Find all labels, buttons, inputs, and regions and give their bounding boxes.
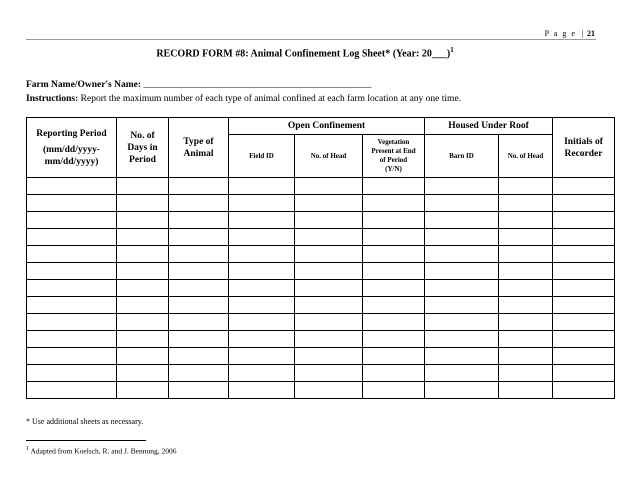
table-cell[interactable] bbox=[553, 229, 615, 246]
table-row bbox=[27, 297, 615, 314]
table-cell[interactable] bbox=[117, 365, 169, 382]
table-cell[interactable] bbox=[499, 382, 553, 399]
table-cell[interactable] bbox=[295, 280, 363, 297]
table-cell[interactable] bbox=[229, 263, 295, 280]
table-cell[interactable] bbox=[295, 297, 363, 314]
header-reporting-period-line3: mm/dd/yyyy) bbox=[44, 156, 99, 167]
confinement-log-table bbox=[26, 117, 615, 399]
table-cell[interactable] bbox=[295, 331, 363, 348]
table-cell[interactable] bbox=[169, 365, 229, 382]
table-cell[interactable] bbox=[169, 178, 229, 195]
header-field-id: Field ID bbox=[229, 135, 295, 178]
table-cell[interactable] bbox=[27, 178, 117, 195]
header-initials-of-recorder bbox=[553, 118, 615, 178]
table-cell[interactable] bbox=[27, 229, 117, 246]
table-row bbox=[27, 331, 615, 348]
table-cell[interactable] bbox=[229, 280, 295, 297]
table-cell[interactable] bbox=[363, 195, 425, 212]
instructions bbox=[26, 94, 461, 104]
header-housed-under-roof: Housed Under Roof bbox=[425, 118, 553, 135]
table-cell[interactable] bbox=[169, 280, 229, 297]
page-number-header bbox=[545, 29, 595, 38]
table-row bbox=[27, 195, 615, 212]
table-cell[interactable] bbox=[425, 212, 499, 229]
table-cell[interactable] bbox=[169, 331, 229, 348]
table-cell[interactable] bbox=[363, 314, 425, 331]
header-type-of-animal bbox=[169, 118, 229, 178]
header-open-confinement: Open Confinement bbox=[229, 118, 425, 135]
table-cell[interactable] bbox=[499, 212, 553, 229]
table-cell[interactable] bbox=[553, 297, 615, 314]
table-row bbox=[27, 314, 615, 331]
header-initials-line1: Initials of bbox=[564, 136, 603, 147]
table-cell[interactable] bbox=[117, 348, 169, 365]
source-text: Adapted from Koelsch, R. and J. Bennung, 2006 bbox=[30, 446, 177, 456]
table-cell[interactable] bbox=[363, 280, 425, 297]
table-cell[interactable] bbox=[117, 382, 169, 399]
header-reporting-period-line1: Reporting Period bbox=[36, 128, 107, 139]
table-cell[interactable] bbox=[425, 178, 499, 195]
table-cell[interactable] bbox=[295, 382, 363, 399]
header-barn-id: Barn ID bbox=[425, 135, 499, 178]
header-initials-line2: Recorder bbox=[564, 148, 603, 159]
table-cell[interactable] bbox=[295, 348, 363, 365]
table-cell[interactable] bbox=[553, 331, 615, 348]
table-cell[interactable] bbox=[425, 331, 499, 348]
table-cell[interactable] bbox=[425, 348, 499, 365]
table-cell[interactable] bbox=[425, 263, 499, 280]
table-cell[interactable] bbox=[295, 246, 363, 263]
table-cell[interactable] bbox=[425, 314, 499, 331]
table-row bbox=[27, 280, 615, 297]
table-cell[interactable] bbox=[425, 297, 499, 314]
table-cell[interactable] bbox=[117, 229, 169, 246]
table-cell[interactable] bbox=[499, 229, 553, 246]
table-cell[interactable] bbox=[363, 382, 425, 399]
table-cell[interactable] bbox=[363, 365, 425, 382]
table-cell[interactable] bbox=[117, 314, 169, 331]
table-cell[interactable] bbox=[117, 246, 169, 263]
table-cell[interactable] bbox=[27, 280, 117, 297]
footnote-source bbox=[26, 446, 177, 456]
table-cell[interactable] bbox=[499, 178, 553, 195]
table-row bbox=[27, 382, 615, 399]
table-cell[interactable] bbox=[229, 348, 295, 365]
table-cell[interactable] bbox=[553, 382, 615, 399]
table-cell[interactable] bbox=[499, 331, 553, 348]
table-cell[interactable] bbox=[425, 246, 499, 263]
table-cell[interactable] bbox=[295, 195, 363, 212]
instructions-label: Instructions: bbox=[26, 94, 79, 104]
owner-name-label: Farm Name/Owner's Name: bbox=[26, 80, 142, 90]
table-cell[interactable] bbox=[363, 246, 425, 263]
table-cell[interactable] bbox=[117, 331, 169, 348]
table-cell[interactable] bbox=[295, 314, 363, 331]
table-cell[interactable] bbox=[229, 212, 295, 229]
table-cell[interactable] bbox=[229, 229, 295, 246]
table-cell[interactable] bbox=[117, 263, 169, 280]
header-vegetation-line2: Present at End bbox=[371, 147, 416, 155]
table-cell[interactable] bbox=[169, 297, 229, 314]
table-cell[interactable] bbox=[229, 314, 295, 331]
table-cell[interactable] bbox=[27, 348, 117, 365]
header-no-of-head-open: No. of Head bbox=[295, 135, 363, 178]
table-cell[interactable] bbox=[363, 263, 425, 280]
table-cell[interactable] bbox=[295, 178, 363, 195]
table-cell[interactable] bbox=[169, 195, 229, 212]
source-footnote-mark: 1 bbox=[26, 446, 29, 452]
table-cell[interactable] bbox=[117, 195, 169, 212]
header-type-line2: Animal bbox=[183, 148, 214, 159]
table-cell[interactable] bbox=[553, 246, 615, 263]
table-row bbox=[27, 246, 615, 263]
header-vegetation-line4: (Y/N) bbox=[385, 165, 402, 173]
table-cell[interactable] bbox=[553, 212, 615, 229]
table-cell[interactable] bbox=[229, 195, 295, 212]
table-cell[interactable] bbox=[169, 229, 229, 246]
table-cell[interactable] bbox=[295, 229, 363, 246]
footnote-additional-sheets: * Use additional sheets as necessary. bbox=[26, 417, 144, 426]
owner-name-field bbox=[26, 80, 371, 90]
header-days-line1: No. of bbox=[130, 130, 155, 141]
page-label: P a g e bbox=[544, 29, 577, 38]
table-cell[interactable] bbox=[553, 178, 615, 195]
table-cell[interactable] bbox=[425, 365, 499, 382]
table-cell[interactable] bbox=[117, 280, 169, 297]
table-cell[interactable] bbox=[295, 212, 363, 229]
table-cell[interactable] bbox=[169, 348, 229, 365]
table-cell[interactable] bbox=[169, 382, 229, 399]
header-reporting-period-line2: (mm/dd/yyyy- bbox=[43, 144, 100, 155]
table-cell[interactable] bbox=[27, 365, 117, 382]
instructions-text: Report the maximum number of each type of animal confined at each farm location at any one time. bbox=[80, 94, 462, 104]
header-days-line2: Days in bbox=[127, 142, 158, 153]
table-cell[interactable] bbox=[169, 263, 229, 280]
table-cell[interactable] bbox=[27, 314, 117, 331]
header-days-in-period bbox=[117, 118, 169, 178]
table-cell[interactable] bbox=[499, 297, 553, 314]
table-cell[interactable] bbox=[229, 297, 295, 314]
table-cell[interactable] bbox=[27, 331, 117, 348]
header-rule bbox=[26, 39, 596, 40]
table-header-row-1 bbox=[27, 118, 615, 135]
table-body bbox=[27, 178, 615, 399]
table-cell[interactable] bbox=[499, 263, 553, 280]
table-cell[interactable] bbox=[553, 314, 615, 331]
table-cell[interactable] bbox=[499, 246, 553, 263]
table-cell[interactable] bbox=[499, 314, 553, 331]
page-number: 21 bbox=[587, 29, 595, 38]
table-cell[interactable] bbox=[27, 297, 117, 314]
table-row bbox=[27, 212, 615, 229]
table-row bbox=[27, 263, 615, 280]
table-cell[interactable] bbox=[363, 178, 425, 195]
table-cell[interactable] bbox=[295, 263, 363, 280]
header-vegetation-line1: Vegetation bbox=[377, 138, 410, 146]
header-reporting-period bbox=[27, 118, 117, 178]
owner-name-blank[interactable]: ________________________________________________ bbox=[143, 80, 372, 90]
table-cell[interactable] bbox=[425, 229, 499, 246]
table-row bbox=[27, 348, 615, 365]
header-days-line3: Period bbox=[129, 154, 156, 165]
table-cell[interactable] bbox=[27, 263, 117, 280]
table-cell[interactable] bbox=[499, 365, 553, 382]
form-title-text: RECORD FORM #8: Animal Confinement Log Sheet* (Year: 20___) bbox=[156, 48, 451, 60]
table-cell[interactable] bbox=[27, 212, 117, 229]
table-cell[interactable] bbox=[27, 382, 117, 399]
table-cell[interactable] bbox=[229, 365, 295, 382]
table-cell[interactable] bbox=[117, 297, 169, 314]
table-cell[interactable] bbox=[295, 365, 363, 382]
table-row bbox=[27, 178, 615, 195]
table-cell[interactable] bbox=[425, 280, 499, 297]
table-cell[interactable] bbox=[553, 348, 615, 365]
table-cell[interactable] bbox=[553, 263, 615, 280]
title-footnote-mark: 1 bbox=[450, 46, 454, 54]
table-row bbox=[27, 365, 615, 382]
table-cell[interactable] bbox=[169, 212, 229, 229]
table-cell[interactable] bbox=[229, 331, 295, 348]
table-cell[interactable] bbox=[553, 280, 615, 297]
footnote-rule bbox=[26, 440, 146, 441]
table-cell[interactable] bbox=[425, 382, 499, 399]
header-type-line1: Type of bbox=[183, 136, 214, 147]
table-cell[interactable] bbox=[27, 246, 117, 263]
table-cell[interactable] bbox=[363, 297, 425, 314]
header-no-of-head-roof: No. of Head bbox=[499, 135, 553, 178]
table-cell[interactable] bbox=[363, 229, 425, 246]
table-cell[interactable] bbox=[499, 195, 553, 212]
table-cell[interactable] bbox=[425, 195, 499, 212]
table-cell[interactable] bbox=[363, 348, 425, 365]
table-cell[interactable] bbox=[553, 365, 615, 382]
table-cell[interactable] bbox=[169, 246, 229, 263]
table-row bbox=[27, 229, 615, 246]
table-cell[interactable] bbox=[363, 212, 425, 229]
table-cell[interactable] bbox=[117, 212, 169, 229]
table-cell[interactable] bbox=[27, 195, 117, 212]
page-separator: | bbox=[581, 29, 584, 38]
table-cell[interactable] bbox=[229, 246, 295, 263]
table-cell[interactable] bbox=[499, 348, 553, 365]
header-vegetation-present bbox=[363, 135, 425, 178]
table-cell[interactable] bbox=[229, 178, 295, 195]
table-cell[interactable] bbox=[229, 382, 295, 399]
table-cell[interactable] bbox=[499, 280, 553, 297]
table-cell[interactable] bbox=[117, 178, 169, 195]
form-title bbox=[0, 46, 610, 59]
table-cell[interactable] bbox=[363, 331, 425, 348]
table-cell[interactable] bbox=[169, 314, 229, 331]
header-vegetation-line3: of Period bbox=[379, 156, 408, 164]
table-cell[interactable] bbox=[553, 195, 615, 212]
